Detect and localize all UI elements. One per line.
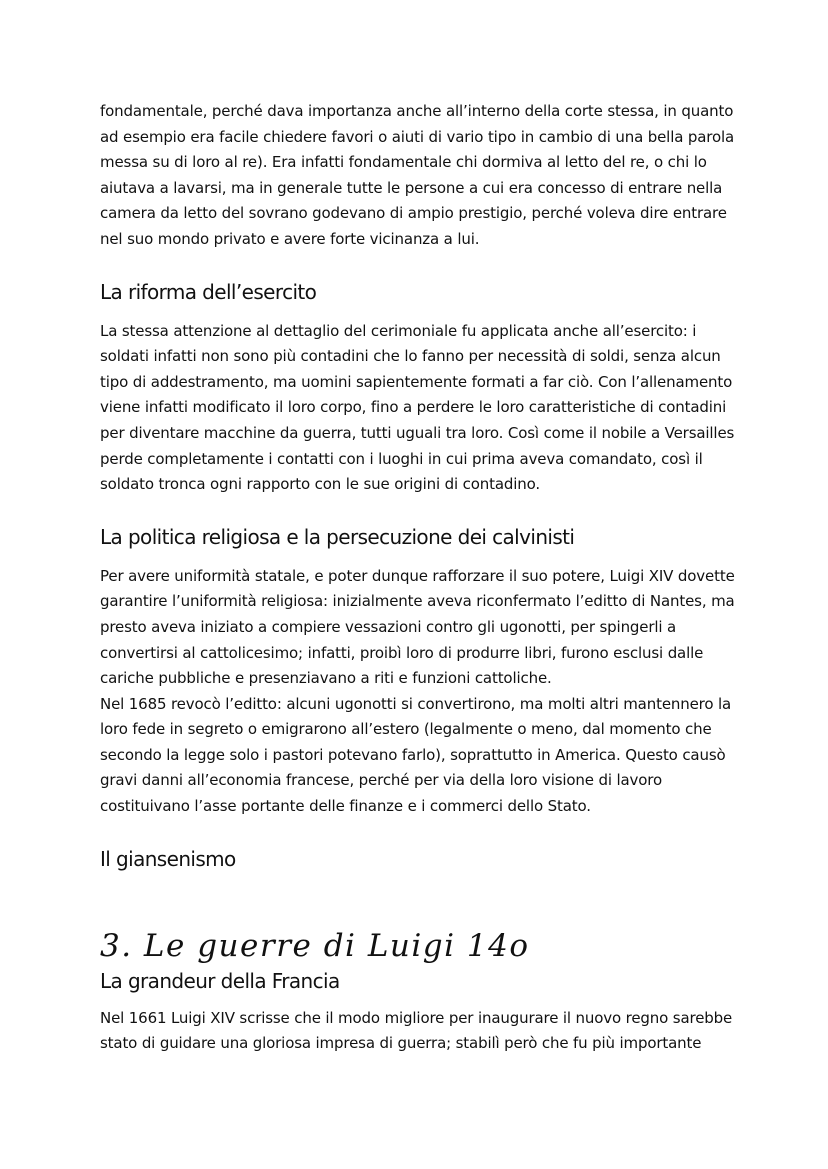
politica-paragraph-2: Nel 1685 revocò l’editto: alcuni ugonotti si convertirono, ma molti altri mantennero la loro fede in segreto o emigrarono all’estero (legalmente o meno, dal momento che secondo la legge solo i pastori potevano farlo), soprattutto in America. Questo causò gravi danni all’economia francese, perché per via della loro visione di lavoro costituivano l’asse portante delle finanze e i commerci dello Stato. bbox=[100, 694, 732, 816]
intro-paragraph: fondamentale, perché dava importanza anche all’interno della corte stessa, in quanto ad esempio era facile chiedere favori o aiuti di vario tipo in cambio di una bella parola messa su di loro al re). Era infatti fondamentale chi dormiva al letto del re, o chi lo aiutava a lavarsi, ma in generale tutte le persone a cui era concesso di entrare nella camera da letto del sovrano godevano di ampio prestigio, perché voleva dire entrare nel suo mondo privato e avere forte vicinanza a lui. bbox=[100, 102, 735, 248]
riforma-paragraph: La stessa attenzione al dettaglio del cerimoniale fu applicata anche all’esercito: i soldati infatti non sono più contadini che lo fanno per necessità di soldi, senza alcun tipo di addestramento, ma uomini sapientemente formati a far ciò. Con l’allenamento viene infatti modificato il loro corpo, fino a perdere le loro caratteristiche di contadini per diventare macchine da guerra, tutti uguali tra loro. Così come il nobile a Versailles perde completamente i contatti con i luoghi in cui prima aveva comandato, così il soldato tronca ogni rapporto con le sue origini di contadino. bbox=[100, 321, 735, 494]
document-page bbox=[100, 99, 740, 1057]
section-heading-riforma-esercito: La riforma dell’esercito bbox=[100, 279, 317, 304]
politica-paragraph-1: Per avere uniformità statale, e poter dunque rafforzare il suo potere, Luigi XIV dovette garantire l’uniformità religiosa: inizialmente aveva riconfermato l’editto di Nantes, ma presto aveva iniziato a compiere vessazioni contro gli ugonotti, per spingerli a convertirsi al cattolicesimo; infatti, proibì loro di produrre libri, furono esclusi dalle cariche pubbliche e presenziavano a riti e funzioni cattoliche. bbox=[100, 566, 735, 688]
section-heading-politica-religiosa: La politica religiosa e la persecuzione dei calvinisti bbox=[100, 524, 575, 549]
section-heading-grandeur: La grandeur della Francia bbox=[100, 968, 340, 993]
section-heading-giansenismo: Il giansenismo bbox=[100, 846, 236, 871]
chapter-heading: 3. Le guerre di Luigi 14o bbox=[100, 927, 530, 964]
grandeur-paragraph: Nel 1661 Luigi XIV scrisse che il modo migliore per inaugurare il nuovo regno sarebbe stato di guidare una gloriosa impresa di guerra; stabilì però che fu più importante bbox=[100, 1008, 733, 1053]
